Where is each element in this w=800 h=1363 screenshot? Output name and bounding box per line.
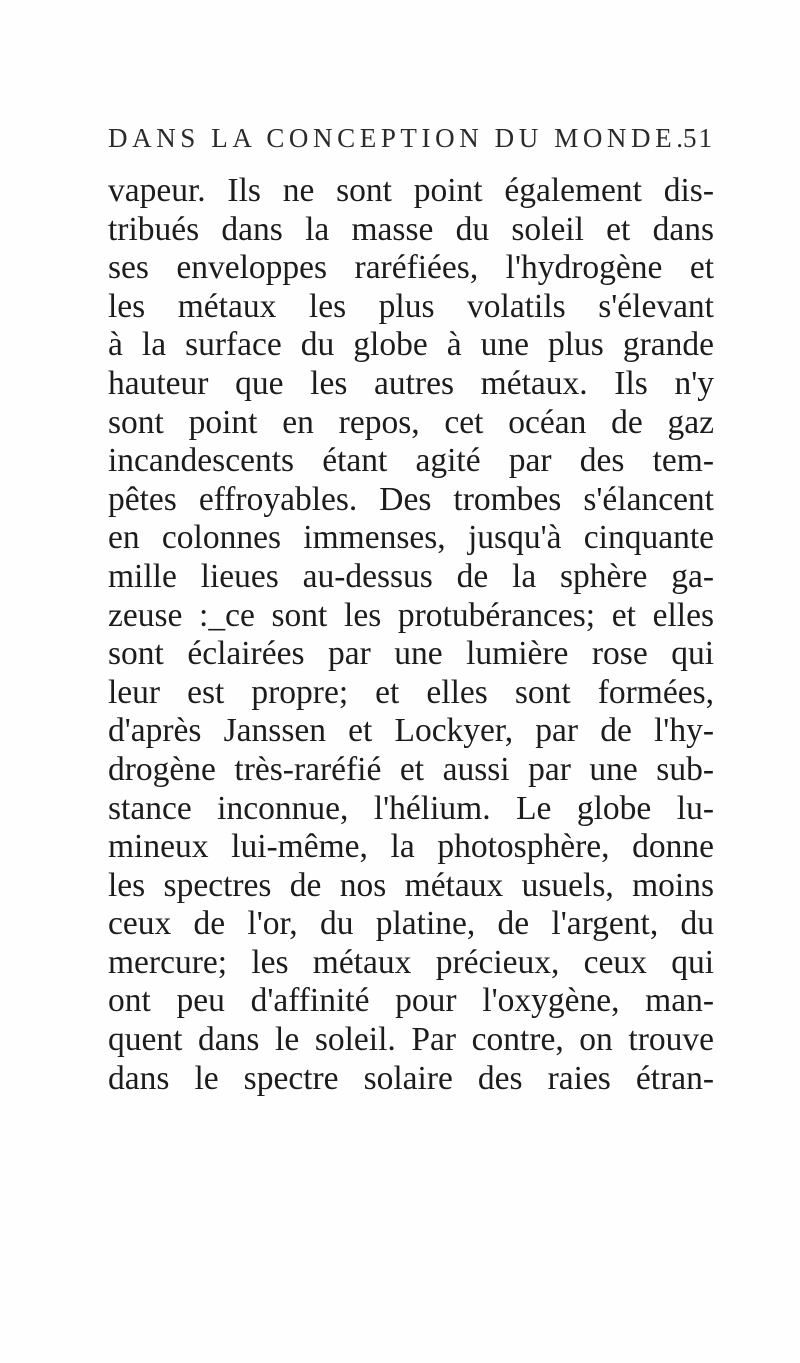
- text-line: sont éclairées par une lumière rose qui: [108, 635, 714, 673]
- text-line: sont point en repos, cet océan de gaz: [108, 403, 714, 441]
- text-line: les spectres de nos métaux usuels, moins: [108, 866, 714, 904]
- body-text: [108, 172, 714, 1098]
- text-line: drogène très-raréfié et aussi par une sub-: [108, 750, 714, 788]
- page-number: 51: [683, 123, 714, 153]
- running-head-title: DANS LA CONCEPTION DU MONDE.: [108, 123, 688, 153]
- text-line: ceux de l'or, du platine, de l'argent, du: [108, 905, 714, 943]
- text-line: mille lieues au-dessus de la sphère ga-: [108, 557, 714, 595]
- text-line: stance inconnue, l'hélium. Le globe lu-: [108, 789, 714, 827]
- text-line: en colonnes immenses, jusqu'à cinquante: [108, 519, 714, 557]
- text-line: ses enveloppes raréfiées, l'hydrogène et: [108, 249, 714, 287]
- text-line: ont peu d'affinité pour l'oxygène, man-: [108, 982, 714, 1020]
- running-head: [0, 118, 800, 158]
- text-line: pêtes effroyables. Des trombes s'élancent: [108, 480, 714, 518]
- text-line: tribués dans la masse du soleil et dans: [108, 210, 714, 248]
- text-line: d'après Janssen et Lockyer, par de l'hy-: [108, 712, 714, 750]
- text-line: hauteur que les autres métaux. Ils n'y: [108, 364, 714, 402]
- text-line: les métaux les plus volatils s'élevant: [108, 287, 714, 325]
- text-line: zeuse :_ce sont les protubérances; et elles: [108, 596, 714, 634]
- text-line: quent dans le soleil. Par contre, on trouve: [108, 1021, 714, 1059]
- text-line: mineux lui-même, la photosphère, donne: [108, 828, 714, 866]
- text-line: vapeur. Ils ne sont point également dis-: [108, 172, 714, 209]
- text-line: incandescents étant agité par des tem-: [108, 442, 714, 480]
- text-line: à la surface du globe à une plus grande: [108, 326, 714, 364]
- text-line: leur est propre; et elles sont formées,: [108, 673, 714, 711]
- text-line: dans le spectre solaire des raies étran-: [108, 1059, 714, 1097]
- text-line: mercure; les métaux précieux, ceux qui: [108, 943, 714, 981]
